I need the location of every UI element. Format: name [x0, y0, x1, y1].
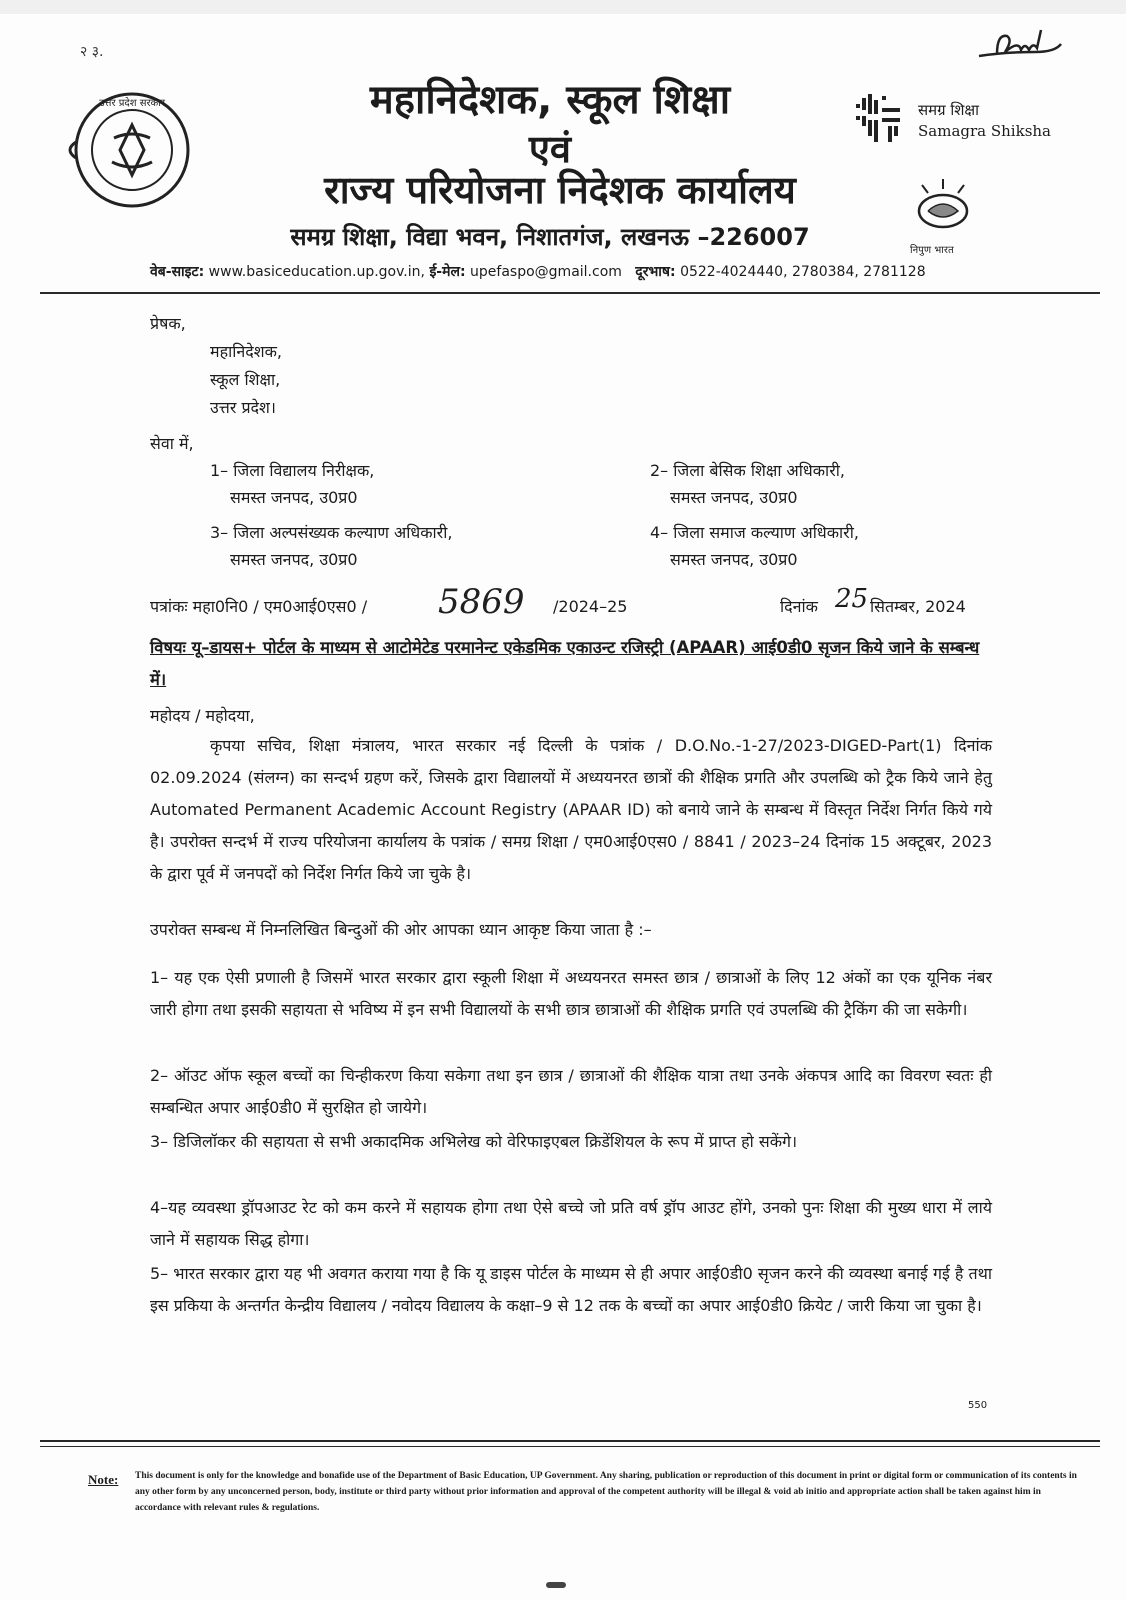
subject-text: विषयः यू–डायस+ पोर्टल के माध्यम से आटोमेटेड परमानेन्ट एकेडमिक एकाउन्ट रजिस्ट्री (APAAR) आई0डी0 सृजन किये जाने के सम्बन्ध में।	[150, 638, 980, 689]
office-address: समग्र शिक्षा, विद्या भवन, निशातगंज, लखनऊ –226007	[290, 223, 810, 251]
sender-label: प्रेषक,	[150, 314, 186, 333]
footer-divider	[40, 1440, 1100, 1442]
salutation: महोदय / महोदया,	[150, 706, 255, 725]
recipient-4: 4– जिला समाज कल्याण अधिकारी,	[650, 523, 859, 542]
samagra-shiksha-hindi: समग्र शिक्षा	[918, 101, 980, 119]
samagra-shiksha-logo-icon	[848, 90, 908, 150]
emblem-text: उत्तर प्रदेश सरकार	[99, 98, 165, 109]
sender-line-1: महानिदेशक,	[210, 342, 282, 361]
recipient-1: 1– जिला विद्यालय निरीक्षक,	[210, 461, 375, 480]
recipient-1-location: समस्त जनपद, उ0प्र0	[230, 488, 358, 507]
page-number: 550	[968, 1400, 988, 1411]
up-government-emblem-icon	[62, 80, 202, 220]
point-5: 5– भारत सरकार द्वारा यह भी अवगत कराया गया है कि यू डाइस पोर्टल के माध्यम से ही अपार आई0डी0 सृजन करने की व्यवस्था बनाई गई है तथा इस प्रकिया के अन्तर्गत केन्द्रीय विद्यालय / नवोदय विद्यालय के कक्षा–9 से 12 तक के बच्चों का अपार आई0डी0 क्रियेट / जारी किया जा चुका है।	[150, 1264, 992, 1315]
paragraph-1: कृपया सचिव, शिक्षा मंत्रालय, भारत सरकार नई दिल्ली के पत्रांक / D.O.No.-1-27/2023-DIGED-Part(1) दिनांक 02.09.2024 (संलग्न) का सन्दर्भ ग्रहण करें, जिसके द्वारा विद्यालयों में अध्ययनरत छात्रों की शैक्षिक प्रगति और उपलब्धि को ट्रैक किये जाने हेतु Automated Permanent Academic Account Registry (APAAR ID) को बनाये जाने के सम्बन्ध में विस्तृत निर्देश निर्गत किये गये है। उपरोक्त सन्दर्भ में राज्य परियोजना कार्यालय के पत्रांक / समग्र शिक्षा / एम0आई0एस0 / 8841 / 2023–24 दिनांक 15 अक्टूबर, 2023 के द्वारा पूर्व में जनपदों को निर्देश निर्गत किये जा चुके है।	[150, 736, 992, 883]
reference-suffix: /2024–25	[553, 597, 628, 616]
header-divider	[40, 292, 1100, 294]
sender-line-2: स्कूल शिक्षा,	[210, 370, 281, 389]
footer-note-text: This document is only for the knowledge and bonafide use of the Department of Basic Education, UP Government. Any sharing, publication or reproduction of this document in print or digital form or communication of its contents in any other form by any unconcerned person, body, institute or third party without prior information and approval of the competent authority will be illegal & void ab initio and appropriate action shall be taken against him in accordance with relevant rules & regulations.	[135, 1471, 1077, 1513]
recipient-4-location: समस्त जनपद, उ0प्र0	[670, 550, 798, 569]
website-label: वेब-साइट:	[150, 264, 205, 280]
email-link[interactable]: upefaspo@gmail.com	[470, 264, 622, 280]
recipients-label: सेवा में,	[150, 434, 194, 453]
header-title-line1: महानिदेशक, स्कूल शिक्षा	[369, 77, 731, 123]
date-label: दिनांक	[780, 597, 818, 616]
samagra-shiksha-english: Samagra Shiksha	[918, 122, 1051, 140]
letter-subject	[150, 632, 992, 696]
date-rest: सितम्बर, 2024	[870, 597, 966, 616]
header-title-line2: एवं	[528, 127, 572, 171]
paragraph-intro: उपरोक्त सम्बन्ध में निम्नलिखित बिन्दुओं की ओर आपका ध्यान आकृष्ट किया जाता है :–	[150, 920, 652, 939]
top-signature	[975, 22, 1065, 72]
phone-numbers: 0522-4024440, 2780384, 2781128	[680, 264, 926, 280]
point-1: 1– यह एक ऐसी प्रणाली है जिसमें भारत सरकार द्वारा स्कूली शिक्षा में अध्ययनरत समस्त छात्र / छात्राओं के लिए 12 अंकों का एक यूनिक नंबर जारी होगा तथा इसकी सहायता से भविष्य में इन सभी विद्यालयों के सभी छात्र छात्राओं की शैक्षिक प्रगति एवं उपलब्धि की ट्रैकिंग की जा सकेगी।	[150, 968, 992, 1019]
point-4: 4–यह व्यवस्था ड्रॉपआउट रेट को कम करने में सहायक होगा तथा ऐसे बच्चे जो प्रति वर्ष ड्रॉप आउट होंगे, उनको पुनः शिक्षा की मुख्य धारा में लाये जाने में सहायक सिद्ध होगा।	[150, 1198, 992, 1249]
reference-prefix: पत्रांकः महा0नि0 / एम0आई0एस0 /	[150, 597, 368, 616]
nipun-bharat-text: निपुण भारत	[910, 245, 954, 256]
email-label: ई-मेल:	[429, 264, 466, 280]
phone-label: दूरभाष:	[635, 264, 676, 280]
recipient-3: 3– जिला अल्पसंख्यक कल्याण अधिकारी,	[210, 523, 453, 542]
margin-marks: २ ३.	[80, 44, 104, 60]
scan-mark	[546, 1582, 566, 1588]
header-title-line3: राज्य परियोजना निदेशक कार्यालय	[324, 168, 796, 212]
sender-line-3: उत्तर प्रदेश।	[210, 398, 276, 417]
point-2: 2– ऑउट ऑफ स्कूल बच्चों का चिन्हीकरण किया सकेगा तथा इन छात्र / छात्राओं की शैक्षिक यात्रा तथा उनके अंकपत्र आदि का विवरण स्वतः ही सम्बन्धित अपार आई0डी0 में सुरक्षित हो जायेगे।	[150, 1066, 992, 1117]
recipient-3-location: समस्त जनपद, उ0प्र0	[230, 550, 358, 569]
date-day-handwritten: 25	[835, 584, 869, 614]
reference-number-handwritten: 5869	[438, 582, 525, 622]
point-3: 3– डिजिलॉकर की सहायता से सभी अकादमिक अभिलेख को वेरिफाइएबल क्रिडेंशियल के रूप में प्राप्त हो सकेंगे।	[150, 1132, 798, 1151]
footer-note-label: Note:	[88, 1472, 119, 1487]
footer-divider-thin	[40, 1446, 1100, 1447]
website-link[interactable]: www.basiceducation.up.gov.in,	[208, 264, 425, 280]
scan-top-band	[0, 0, 1126, 14]
recipient-2-location: समस्त जनपद, उ0प्र0	[670, 488, 798, 507]
contact-line	[150, 262, 970, 281]
nipun-bharat-logo-icon	[908, 175, 978, 235]
recipient-2: 2– जिला बेसिक शिक्षा अधिकारी,	[650, 461, 845, 480]
